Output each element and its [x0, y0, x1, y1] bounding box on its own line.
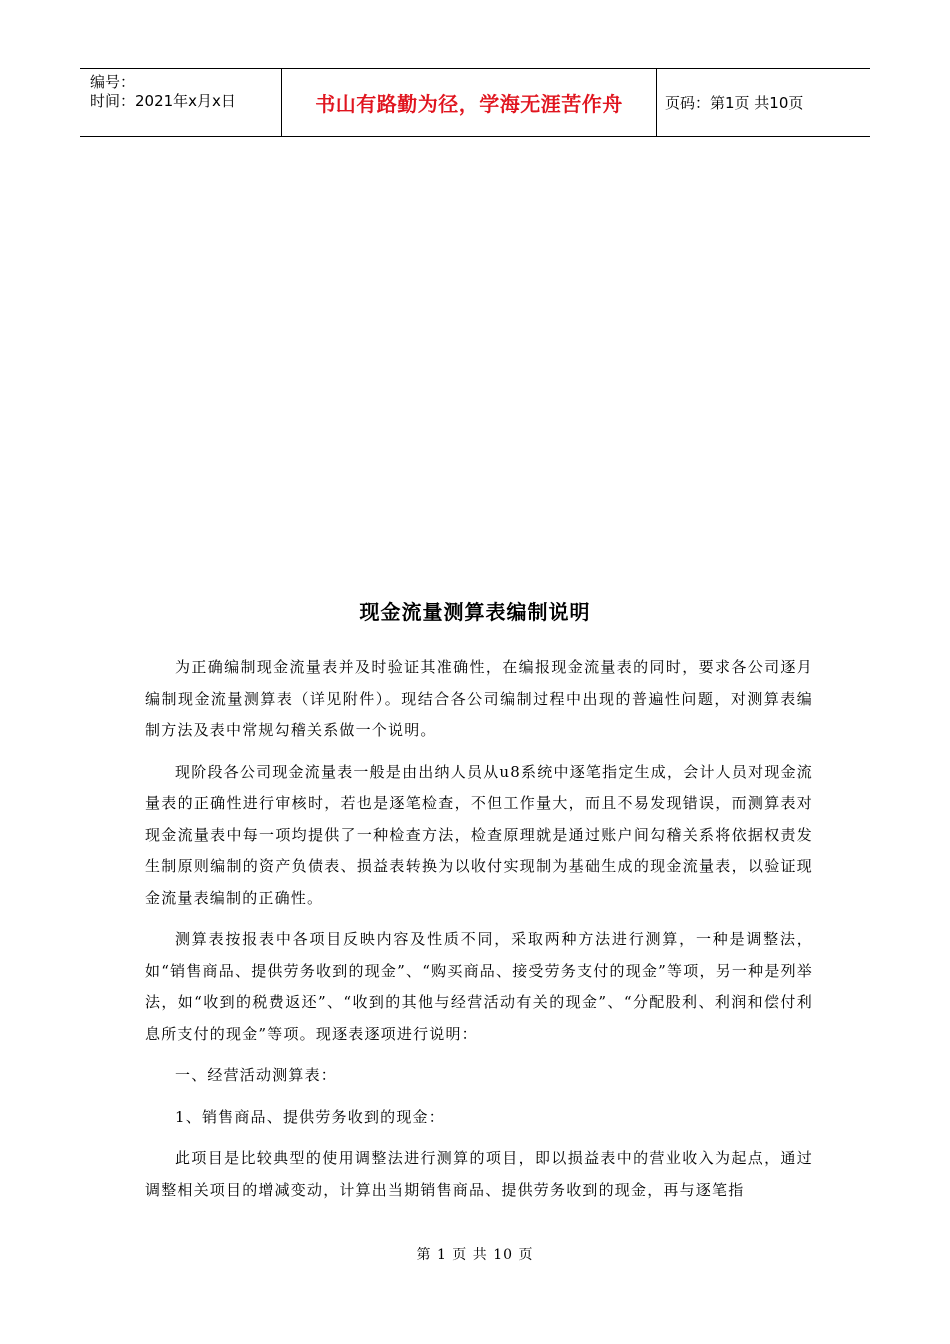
- document-body: [145, 652, 813, 1216]
- number-label: 编号：: [90, 73, 136, 91]
- subsection-heading-sales-cash: 1、销售商品、提供劳务收到的现金：: [175, 1107, 445, 1126]
- section-heading-operating: 一、经营活动测算表：: [175, 1066, 338, 1084]
- header-meta: [80, 69, 282, 136]
- header-motto: 书山有路勤为径，学海无涯苦作舟: [282, 69, 657, 136]
- paragraph-methods: 测算表按报表中各项目反映内容及性质不同，采取两种方法进行测算，一种是调整法，如“销售商品、提供劳务收到的现金”、“购买商品、接受劳务支付的现金”等项，另一种是列举法，如“收到的税费返还”、“收到的其他与经营活动有关的现金”、“分配股利、利润和偿付利息所支付的现金”等项。现逐表逐项进行说明：: [145, 930, 813, 1043]
- paragraph-sales-cash: 此项目是比较典型的使用调整法进行测算的项目，即以损益表中的营业收入为起点，通过调整相关项目的增减变动，计算出当期销售商品、提供劳务收到的现金，再与逐笔指: [145, 1149, 813, 1199]
- time-label: 时间：2021年x月x日: [90, 92, 236, 110]
- page-footer: 第 1 页 共 10 页: [416, 1247, 534, 1263]
- paragraph-current-stage: 现阶段各公司现金流量表一般是由出纳人员从u8系统中逐笔指定生成，会计人员对现金流量表的正确性进行审核时，若也是逐笔检查，不但工作量大，而且不易发现错误，而测算表对现金流量表中每一项均提供了一种检查方法，检查原理就是通过账户间勾稽关系将依据权责发生制原则编制的资产负债表、损益表转换为以收付实现制为基础生成的现金流量表，以验证现金流量表编制的正确性。: [145, 762, 813, 907]
- page-header: [80, 68, 870, 137]
- paragraph-intro: 为正确编制现金流量表并及时验证其准确性，在编报现金流量表的同时，要求各公司逐月编制现金流量测算表（详见附件）。现结合各公司编制过程中出现的普遍性问题，对测算表编制方法及表中常规勾稽关系做一个说明。: [145, 658, 813, 739]
- document-title: 现金流量测算表编制说明: [359, 600, 591, 624]
- header-page-info: 页码：第1页 共10页: [665, 94, 804, 112]
